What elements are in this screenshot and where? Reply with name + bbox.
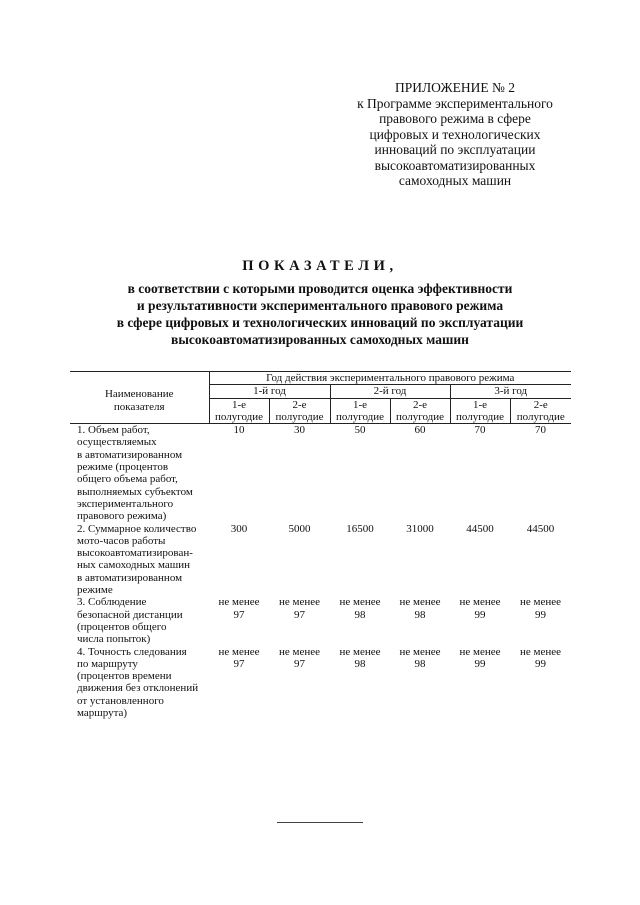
end-separator-line <box>277 822 363 823</box>
name-header: Наименование показателя <box>70 372 209 424</box>
half-header: 1-е полугодие <box>330 398 390 424</box>
half-header: 1-е полугодие <box>209 398 269 424</box>
indicator-name: 2. Суммарное количество мото-часов работы высокоавтоматизирован- ных самоходных машин в автоматизированном режиме <box>77 522 197 597</box>
value-cell: не менее 98 <box>339 596 381 621</box>
appendix-line: высокоавтоматизированных <box>374 157 536 173</box>
appendix-number: ПРИЛОЖЕНИЕ № 2 <box>394 80 516 95</box>
indicator-name: 1. Объем работ, осуществляемых в автоматизированном режиме (процентов общего объема работ, выполняемых субъектом экспериментального правового режима) <box>77 424 193 523</box>
indicators-table <box>70 371 571 719</box>
table-row <box>70 596 571 645</box>
value-cell: не менее 97 <box>218 645 260 670</box>
half-header: 1-е полугодие <box>450 398 510 424</box>
appendix-line: самоходных машин <box>398 173 512 188</box>
value-cell: 5000 <box>288 522 311 535</box>
appendix-line: к Программе экспериментального <box>357 95 553 111</box>
value-cell: не менее 98 <box>399 596 441 621</box>
indicator-name: 3. Соблюдение безопасной дистанции (процентов общего числа попыток) <box>77 596 183 646</box>
value-cell: 31000 <box>406 522 434 535</box>
value-cell: не менее 99 <box>519 645 561 670</box>
year-3-header: 3-й год <box>450 385 571 398</box>
value-cell: не менее 98 <box>339 645 381 670</box>
indicator-name: 4. Точность следования по маршруту (процентов времени движения без отклонений от установленного маршрута) <box>77 645 199 720</box>
table-row <box>70 646 571 720</box>
value-cell: не менее 99 <box>459 645 501 670</box>
value-cell: 300 <box>230 522 248 535</box>
appendix-line: правового режима в сфере <box>379 111 531 126</box>
year-2-header: 2-й год <box>330 385 450 398</box>
table-row <box>70 424 571 523</box>
value-cell: 60 <box>414 424 426 437</box>
value-cell: 16500 <box>346 522 374 535</box>
half-header: 2-е полугодие <box>269 398 330 424</box>
value-cell: не менее 99 <box>519 596 561 621</box>
subtitle-line: в сфере цифровых и технологических инноваций по эксплуатации <box>116 315 524 330</box>
document-subtitle <box>70 280 570 348</box>
subtitle-line: в соответствии с которыми проводится оценка эффективности <box>127 281 513 296</box>
subtitle-line: и результативности экспериментального правового режима <box>136 298 504 313</box>
year-header: Год действия экспериментального правового режима <box>209 372 571 385</box>
value-cell: 30 <box>294 424 305 437</box>
value-cell: не менее 97 <box>218 596 260 621</box>
appendix-line: инноваций по эксплуатации <box>374 142 536 157</box>
value-cell: 50 <box>354 424 366 437</box>
value-cell: не менее 97 <box>278 645 320 670</box>
half-header: 2-е полугодие <box>390 398 450 424</box>
subtitle-line: высокоавтоматизированных самоходных машин <box>171 332 469 347</box>
value-cell: 44500 <box>526 522 555 535</box>
value-cell: 70 <box>474 424 486 437</box>
half-header: 2-е полугодие <box>510 398 571 424</box>
year-1-header: 1-й год <box>209 385 330 398</box>
table-row <box>70 523 571 597</box>
value-cell: 44500 <box>466 522 494 535</box>
value-cell: 10 <box>233 424 245 437</box>
appendix-line: цифровых и технологических <box>369 126 541 142</box>
value-cell: не менее 98 <box>399 645 441 670</box>
appendix-block <box>330 80 580 189</box>
value-cell: не менее 97 <box>278 596 320 621</box>
header-row-year <box>70 372 571 385</box>
value-cell: не менее 99 <box>459 596 501 621</box>
value-cell: 70 <box>535 424 546 437</box>
document-title: ПОКАЗАТЕЛИ, <box>242 258 398 274</box>
